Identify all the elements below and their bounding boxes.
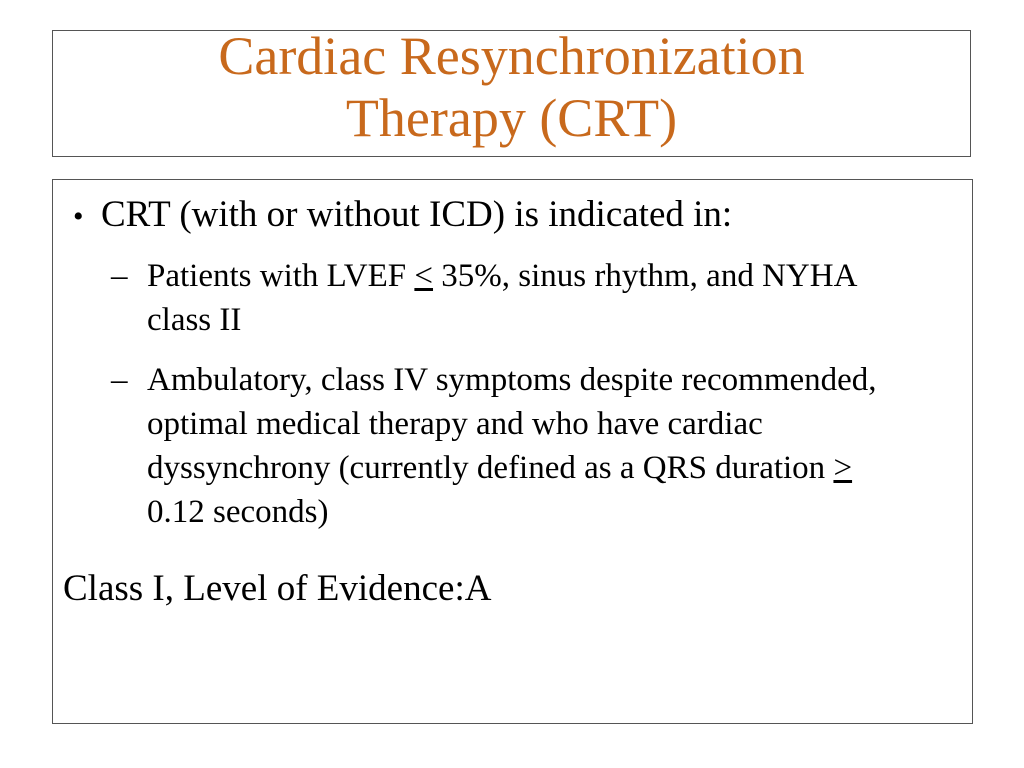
dash-icon: – [111, 362, 128, 398]
content-box [52, 179, 973, 724]
title-line-2: Therapy (CRT) [345, 88, 678, 148]
sub-item-post: 0.12 seconds) [147, 494, 329, 530]
sub-item-lvef [111, 254, 891, 342]
less-equal-symbol: < [414, 258, 434, 294]
bullet-icon: • [73, 200, 84, 233]
title-box [52, 26, 971, 157]
sub-item-pre: Patients with LVEF [147, 258, 415, 294]
sub-item-pre: Ambulatory, class IV symptoms despite recommended, optimal medical therapy and who have cardiac dyssynchrony (currently defined as a QRS duration [147, 362, 877, 486]
sub-item-post: 35%, sinus rhythm, and NYHA class II [147, 258, 856, 338]
title-line-1: Cardiac Resynchronization [218, 26, 805, 86]
slide-title [53, 25, 970, 149]
evidence-level: Class I, Level of Evidence:A [63, 568, 492, 609]
dash-icon: – [111, 258, 128, 294]
sub-list [111, 254, 891, 550]
greater-equal-symbol: > [833, 450, 853, 486]
sub-item-ambulatory [111, 358, 891, 534]
main-bullet [73, 194, 732, 238]
main-bullet-text: CRT (with or without ICD) is indicated in: [101, 194, 733, 235]
